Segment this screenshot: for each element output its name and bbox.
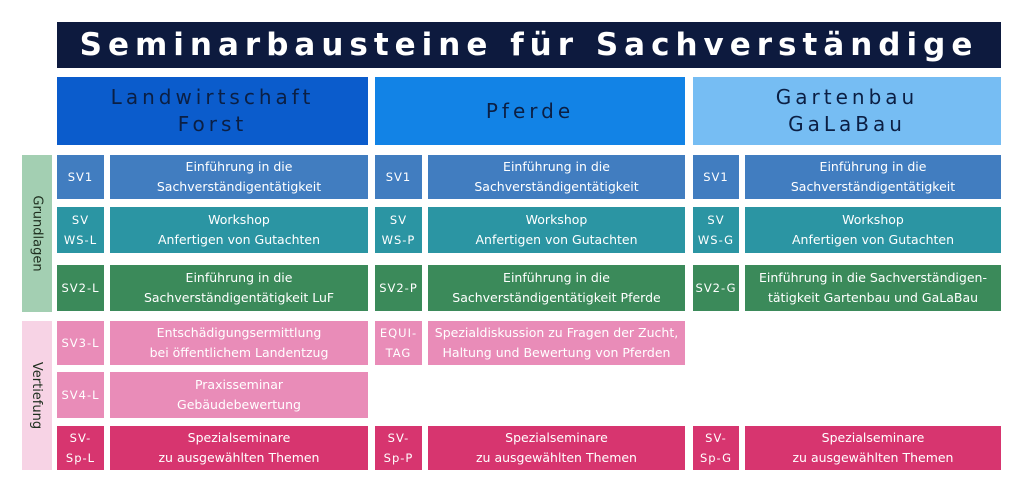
module-text-line: Anfertigen von Gutachten: [475, 232, 638, 247]
module-code-ws-g: [693, 207, 739, 253]
module-text-line: Workshop: [525, 212, 588, 227]
module-text-line: zu ausgewählten Themen: [476, 450, 637, 465]
module-text-line: Einführung in die Sachverständigen-: [759, 270, 987, 285]
module-sp-g: [745, 426, 1001, 470]
column-header-line1: Landwirtschaft: [110, 85, 315, 109]
module-equi-tag: [428, 321, 685, 365]
module-text-line: Einführung in die: [503, 270, 610, 285]
module-ws-p: [428, 207, 685, 253]
group-label-text: Vertiefung: [29, 361, 45, 430]
module-code-text: SV3-L: [61, 336, 100, 350]
group-label-text: Grundlagen: [29, 195, 45, 272]
module-sv1-l: [110, 155, 368, 199]
module-code-text: SV: [707, 213, 725, 227]
module-code-text: Sp-P: [383, 451, 414, 465]
module-text-line: tätigkeit Gartenbau und GaLaBau: [767, 290, 979, 305]
module-code-ws-l: [57, 207, 104, 253]
module-text-line: Workshop: [208, 212, 270, 227]
module-code-text: SV2-P: [379, 281, 418, 295]
module-code-sv2-p: [375, 265, 422, 311]
module-text-line: bei öffentlichem Landentzug: [149, 345, 329, 360]
module-text-line: Sachverständigentätigkeit LuF: [143, 290, 335, 305]
module-text-line: Einführung in die: [503, 159, 610, 174]
module-text-line: Entschädigungsermittlung: [156, 325, 322, 340]
module-text-line: Workshop: [842, 212, 904, 227]
module-text-line: Praxisseminar: [194, 377, 284, 392]
module-code-equi-tag: [375, 321, 422, 365]
module-text-line: Spezialseminare: [505, 430, 608, 445]
module-text-line: Spezialseminare: [821, 430, 925, 445]
module-text-line: Einführung in die: [819, 159, 927, 174]
column-header-landwirtschaft: [57, 77, 368, 145]
module-text-line: Sachverständigentätigkeit: [156, 179, 322, 194]
module-code-sv3-l: [57, 321, 104, 365]
module-code-text: EQUI-: [379, 326, 418, 340]
module-text-line: Anfertigen von Gutachten: [157, 232, 321, 247]
module-sv2-l: [110, 265, 368, 311]
column-header-line2: GaLaBau: [788, 112, 906, 136]
module-text-line: zu ausgewählten Themen: [792, 450, 954, 465]
module-text-line: Spezialseminare: [187, 430, 291, 445]
module-sv1-g: [745, 155, 1001, 199]
module-code-sv2-l: [57, 265, 104, 311]
module-text-line: Sachverständigentätigkeit Pferde: [452, 290, 661, 305]
module-code-text: WS-P: [381, 233, 416, 247]
module-text-line: Gebäudebewertung: [177, 397, 301, 412]
module-code-text: Sp-G: [699, 451, 733, 465]
module-code-ws-p: [375, 207, 422, 253]
module-text-line: Einführung in die: [185, 270, 293, 285]
module-code-sv1-g: [693, 155, 739, 199]
module-code-sv1-l: [57, 155, 104, 199]
module-text-line: zu ausgewählten Themen: [158, 450, 320, 465]
module-code-sp-p: [375, 426, 422, 470]
module-code-text: SV1: [703, 170, 729, 184]
module-code-sv1-p: [375, 155, 422, 199]
module-code-text: WS-L: [63, 233, 98, 247]
module-sp-l: [110, 426, 368, 470]
module-text-line: Einführung in die: [185, 159, 293, 174]
module-code-text: SV-: [705, 431, 727, 445]
module-code-sp-g: [693, 426, 739, 470]
module-sv1-p: [428, 155, 685, 199]
module-ws-l: [110, 207, 368, 253]
group-label-vertiefung: [22, 321, 52, 470]
module-code-text: SV: [71, 213, 90, 227]
group-label-grundlagen: [22, 155, 52, 312]
column-header-pferde: [375, 77, 685, 145]
module-code-text: SV: [389, 213, 408, 227]
column-header-line1: Gartenbau: [775, 85, 919, 109]
module-code-sv2-g: [693, 265, 739, 311]
module-sv2-g: [745, 265, 1001, 311]
module-text-line: Haltung und Bewertung von Pferden: [442, 345, 671, 360]
module-code-text: Sp-L: [65, 451, 96, 465]
module-code-text: SV2-L: [61, 281, 100, 295]
module-code-sv4-l: [57, 372, 104, 418]
page-title: Seminarbausteine für Sachverständige: [57, 22, 1001, 68]
module-code-text: SV2-G: [695, 281, 737, 295]
column-header-line1: Pferde: [485, 98, 575, 123]
module-code-text: TAG: [385, 346, 412, 360]
module-sp-p: [428, 426, 685, 470]
module-code-text: SV1: [67, 170, 94, 184]
module-text-line: Sachverständigentätigkeit: [474, 179, 639, 194]
module-code-text: WS-G: [697, 233, 735, 247]
module-ws-g: [745, 207, 1001, 253]
module-code-text: SV1: [385, 170, 412, 184]
module-text-line: Spezialdiskussion zu Fragen der Zucht,: [434, 325, 679, 340]
column-header-line2: Forst: [177, 112, 248, 136]
column-header-gartenbau: [693, 77, 1001, 145]
module-sv4-l: [110, 372, 368, 418]
module-text-line: Sachverständigentätigkeit: [790, 179, 956, 194]
module-code-text: SV-: [69, 431, 92, 445]
module-sv3-l: [110, 321, 368, 365]
module-code-sp-l: [57, 426, 104, 470]
module-text-line: Anfertigen von Gutachten: [791, 232, 955, 247]
module-code-text: SV-: [387, 431, 410, 445]
module-sv2-p: [428, 265, 685, 311]
module-code-text: SV4-L: [61, 388, 100, 402]
